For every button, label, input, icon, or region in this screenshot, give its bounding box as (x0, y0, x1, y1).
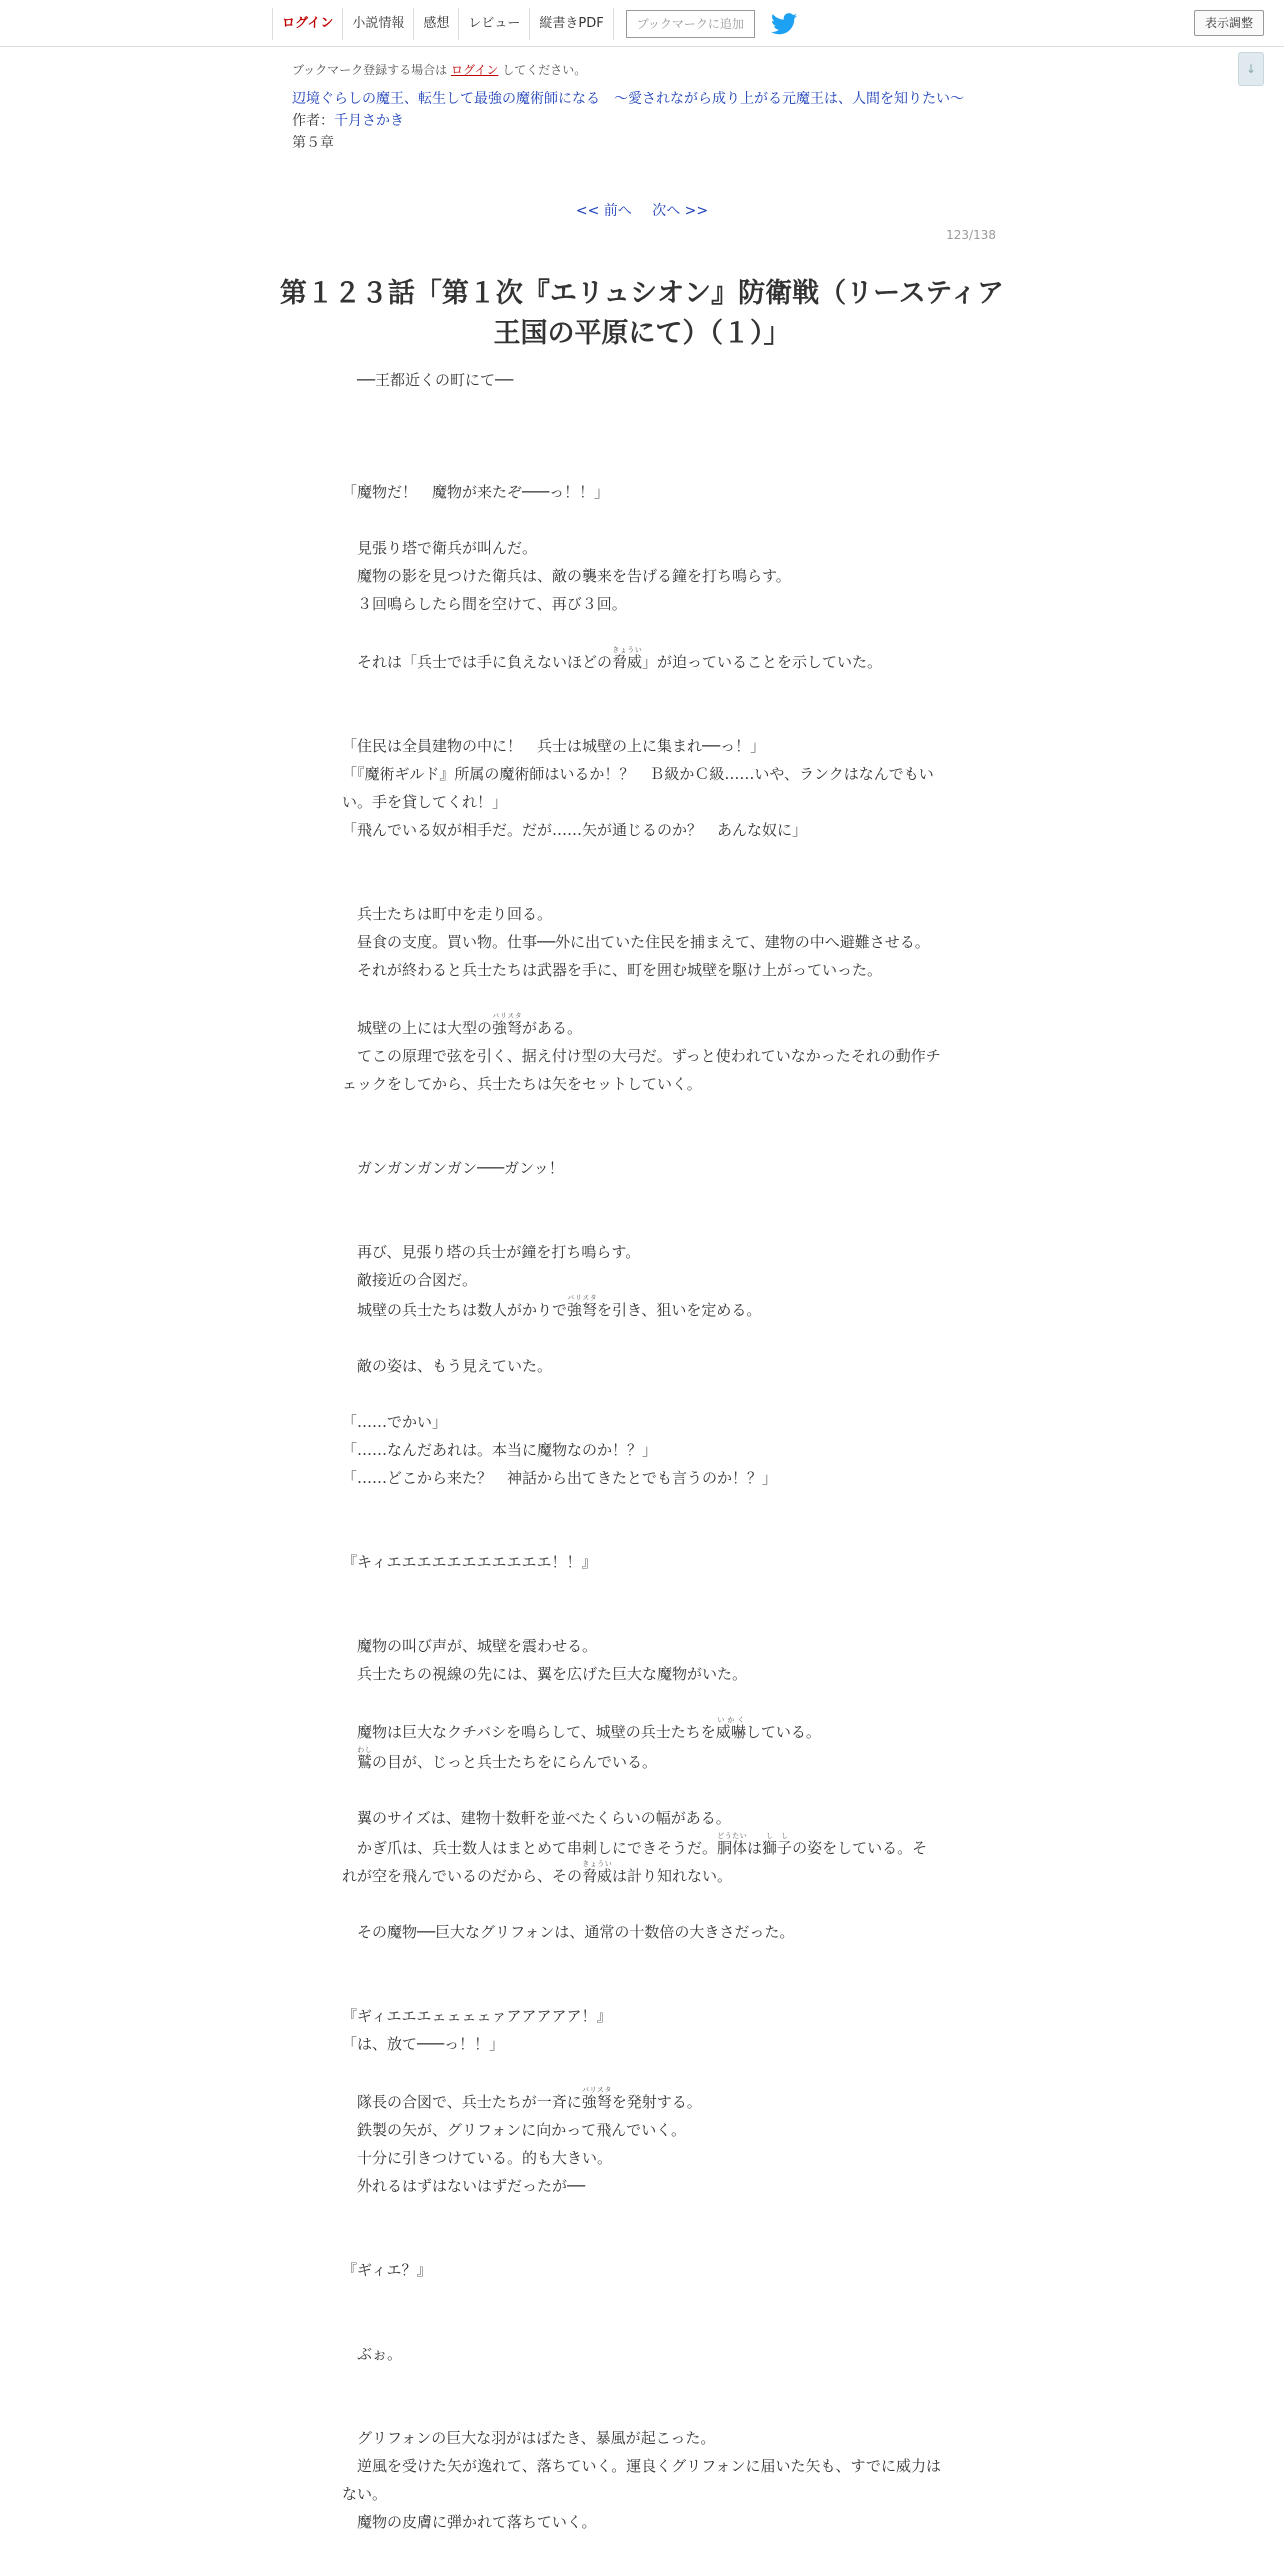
paragraph: 兵士たちの視線の先には、翼を広げた巨大な魔物がいた。 (342, 1665, 748, 1683)
scroll-down-button[interactable]: ↓ (1238, 52, 1264, 86)
paragraph: グリフォンの巨大な羽がはばたき、暴風が起こった。 (342, 2429, 716, 2447)
novel-header (292, 60, 1012, 154)
paragraph: ガンガンガンガン───ガンッ！ (342, 1159, 564, 1177)
top-navbar (0, 0, 1284, 47)
paragraph: 魔物は巨大なクチバシを鳴らして、城壁の兵士たちを威嚇いかくしている。 (342, 1716, 821, 1741)
paragraph: 魔物の皮膚に弾かれて落ちていく。 (342, 2513, 597, 2531)
paragraph: 魔物の影を見つけた衛兵は、敵の襲来を告げる鐘を打ち鳴らす。 (342, 567, 791, 585)
nav-vertical-pdf[interactable]: 縦書きPDF (529, 8, 613, 40)
twitter-icon[interactable] (771, 13, 797, 35)
paragraph: 鷲わしの目が、じっと兵士たちをにらんでいる。 (357, 1746, 658, 1771)
paragraph: 敵接近の合図だ。 (342, 1271, 478, 1289)
paragraph: 「……なんだあれは。本当に魔物なのか！？」 (342, 1441, 658, 1459)
paragraph: それが終わると兵士たちは武器を手に、町を囲む城壁を駆け上がっていった。 (342, 961, 883, 979)
nav-menu (272, 8, 797, 40)
paragraph: 昼食の支度。買い物。仕事──外に出ていた住民を捕まえて、建物の中へ避難させる。 (342, 933, 930, 951)
bookmark-note: ブックマーク登録する場合は ログイン してください。 (292, 63, 587, 77)
chapter-label: 第５章 (292, 135, 334, 151)
paragraph: 城壁の上には大型の強弩バリスタがある。 (342, 1012, 583, 1037)
paragraph: 隊長の合図で、兵士たちが一斉に強弩バリスタを発射する。 (342, 2086, 702, 2111)
paragraph: 外れるはずはないはずだったが── (342, 2177, 586, 2195)
add-bookmark-button[interactable]: ブックマークに追加 (626, 10, 755, 38)
paragraph: 逆風を受けた矢が逸れて、落ちていく。運良くグリフォンに届いた矢も、すでに威力はない。 (342, 2457, 941, 2503)
paragraph: 再び、見張り塔の兵士が鐘を打ち鳴らす。 (342, 1243, 641, 1261)
nav-login[interactable]: ログイン (272, 8, 342, 40)
paragraph: かぎ爪は、兵士数人はまとめて串刺しにできそうだ。胴体どうたいは獅子ししの姿をしている。それが空を飛んでいるのだから、その脅威きょういは計り知れない。 (342, 1832, 928, 1885)
author-line: 作者：千月さかき (292, 113, 404, 129)
paragraph: 「は、放て───っ！！」 (342, 2035, 505, 2053)
paragraph: 『ギィエ？』 (342, 2261, 432, 2279)
display-settings-button[interactable]: 表示調整 (1194, 10, 1264, 36)
paragraph: 城壁の兵士たちは数人がかりで強弩バリスタを引き、狙いを定める。 (342, 1294, 762, 1319)
paragraph: 「住民は全員建物の中に！ 兵士は城壁の上に集まれ──っ！」 (342, 737, 766, 755)
paragraph: 「……でかい」 (342, 1413, 448, 1431)
next-link[interactable]: 次へ >> (652, 203, 709, 219)
paragraph: 鉄製の矢が、グリフォンに向かって飛んでいく。 (342, 2121, 686, 2139)
episode-title: 第１２３話「第１次『エリュシオン』防衛戦（リースティア王国の平原にて）（１）」 (279, 278, 1005, 350)
paragraph: ──王都近くの町にて── (342, 371, 514, 389)
nav-impressions[interactable]: 感想 (413, 8, 458, 40)
author-link[interactable]: 千月さかき (334, 113, 404, 129)
paragraph: 敵の姿は、もう見えていた。 (342, 1357, 553, 1375)
page-count: 123/138 (946, 228, 996, 242)
paragraph: ぶぉ。 (342, 2345, 403, 2363)
paragraph: 十分に引きつけている。的も大きい。 (342, 2149, 613, 2167)
novel-body (342, 366, 942, 2536)
paragraph: 「飛んでいる奴が相手だ。だが……矢が通じるのか？ あんな奴に」 (342, 821, 808, 839)
paragraph: 翼のサイズは、建物十数軒を並べたくらいの幅がある。 (342, 1809, 731, 1827)
nav-review[interactable]: レビュー (458, 8, 529, 40)
paragraph: それは「兵士では手に負えないほどの脅威きょうい」が迫っていることを示していた。 (342, 646, 883, 671)
paragraph: 「……どこから来た？ 神話から出てきたとでも言うのか！？」 (342, 1469, 778, 1487)
login-link[interactable]: ログイン (450, 63, 499, 77)
paragraph: 『ギィエエエェェェェァアアアアア！』 (342, 2007, 612, 2025)
paragraph: その魔物──巨大なグリフォンは、通常の十数倍の大きさだった。 (342, 1923, 795, 1941)
paragraph: 魔物の叫び声が、城壁を震わせる。 (342, 1637, 598, 1655)
series-title-link[interactable]: 辺境ぐらしの魔王、転生して最強の魔術師になる 〜愛されながら成り上がる元魔王は、人間を知りたい〜 (292, 91, 964, 107)
paragraph: 「魔物だ！ 魔物が来たぞ───っ！！」 (342, 483, 610, 501)
paragraph: 『キィエエエエエエエエエエエ！！』 (342, 1553, 597, 1571)
paragraph: てこの原理で弦を引く、据え付け型の大弓だ。ずっと使われていなかったそれの動作チェックをしてから、兵士たちは矢をセットしていく。 (342, 1047, 941, 1093)
paragraph: ３回鳴らしたら間を空けて、再び３回。 (342, 595, 627, 613)
paragraph: 見張り塔で衛兵が叫んだ。 (342, 539, 538, 557)
paragraph: 「『魔術ギルド』所属の魔術師はいるか！？ Ｂ級かＣ級……いや、ランクはなんでもいい。手を貸してくれ！」 (342, 765, 934, 811)
paragraph: 兵士たちは町中を走り回る。 (342, 905, 553, 923)
nav-novel-info[interactable]: 小説情報 (342, 8, 413, 40)
prev-link[interactable]: << 前へ (575, 203, 632, 219)
pager (0, 200, 1284, 220)
